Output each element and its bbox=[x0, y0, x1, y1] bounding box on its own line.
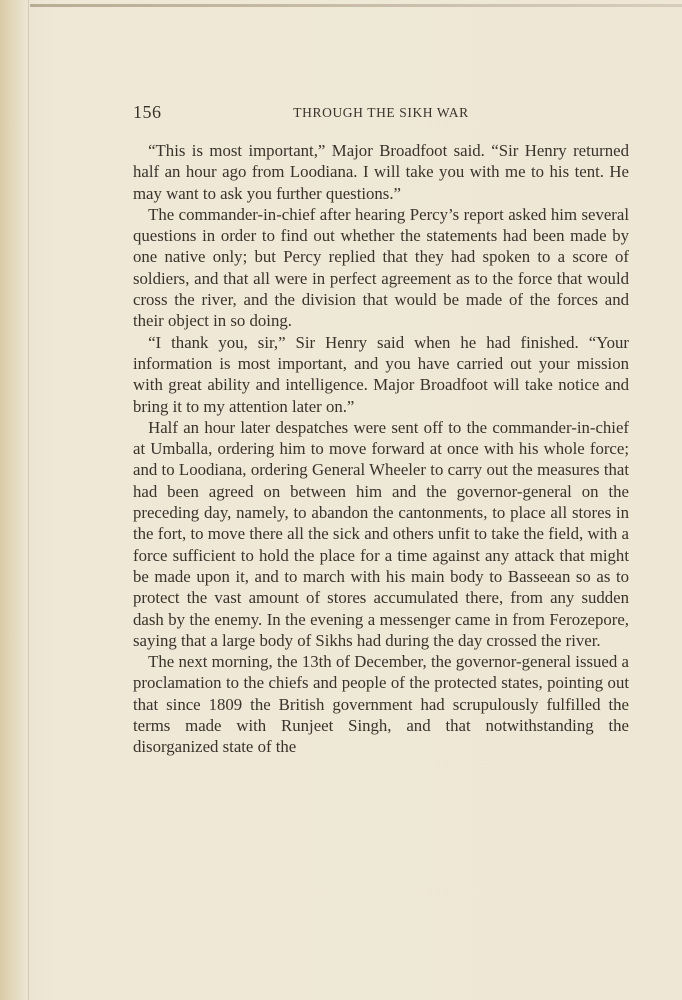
top-edge-rule bbox=[30, 4, 682, 7]
spine-line bbox=[28, 0, 29, 1000]
paragraph: “I thank you, sir,” Sir Henry said when he had finished. “Your information is most important, and you have carried out your mission with great ability and intelligence. Major Broadfoot will take notice and bring it to my attention later on.” bbox=[133, 332, 629, 416]
spine-shadow bbox=[0, 0, 26, 1000]
paragraph: The commander-in-chief after hearing Percy’s report asked him several questions in order to find out whether the statements had been made by one native only; but Percy replied that they had spoken to a score of soldiers, and that all were in perfect agreement as to the force that would cross the river, and the division that would be made of the forces and their object in so doing. bbox=[133, 204, 629, 331]
paragraph: Half an hour later despatches were sent off to the commander-in-chief at Umballa, ordering him to move forward at once with his whole force; and to Loodiana, ordering General Wheeler to carry out the measures that had been agreed on between him and the governor-general on the preceding day, namely, to abandon the cantonments, to place all stores in the fort, to move there all the sick and others unfit to take the field, with a force sufficient to hold the place for a time against any attack that might be made upon it, and to march with his main body to Basseean so as to protect the vast amount of stores accumulated there, from any sudden dash by the enemy. In the evening a messenger came in from Ferozepore, saying that a large body of Sikhs had during the day crossed the river. bbox=[133, 417, 629, 650]
paragraph: “This is most important,” Major Broadfoot said. “Sir Henry returned half an hour ago from Loodiana. I will take you with me to his tent. He may want to ask you further questions.” bbox=[133, 141, 629, 203]
running-head: THROUGH THE SIKH WAR bbox=[293, 105, 469, 120]
body-text bbox=[133, 140, 629, 758]
page-number: 156 bbox=[133, 102, 162, 122]
paragraph: The next morning, the 13th of December, the governor-general issued a proclamation to the chiefs and people of the protected states, pointing out that since 1809 the British government had scrupulously fulfilled the terms made with Runjeet Singh, and that notwithstanding the disorganized state of the bbox=[133, 652, 629, 757]
page-header bbox=[133, 102, 629, 126]
